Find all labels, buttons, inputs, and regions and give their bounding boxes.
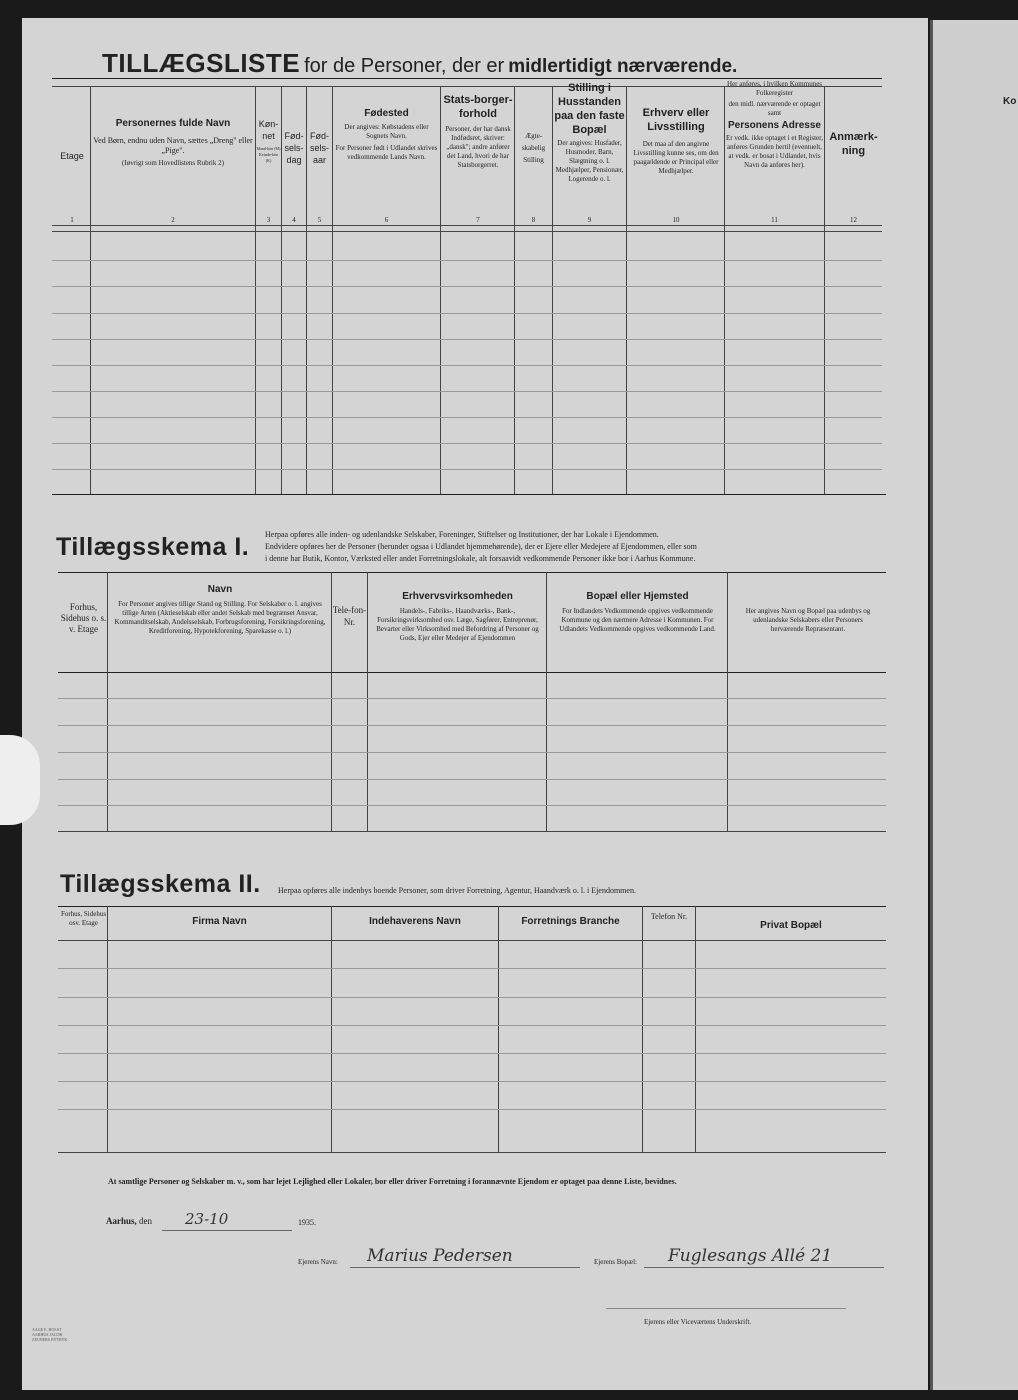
header-name-sub: Ved Børn, endnu uden Navn, sættes „Dreng" eller „Pige". [93, 136, 253, 155]
header-fodested-sub: Der angives: Købstadens eller Sognets Navn. [344, 123, 429, 140]
header-fodselsaar: Fød-sels-aar [309, 131, 329, 165]
skema1-header-bopael [548, 591, 727, 634]
title-mid: for de Personer, der er [304, 55, 505, 77]
header-statsborger-title: Stats-borger-forhold [443, 94, 513, 120]
header-adresse-sub: Er vedk. ikke optaget i et Register, anføres Grunden hertil (eventuelt, at vedk. er bosat i Udlandet, hvis Navn da anføres her). [726, 134, 823, 169]
skema1-header-navn [110, 584, 330, 636]
header-erhverv [628, 106, 724, 176]
header-stilling [553, 81, 626, 184]
skema1-header-navn-sub: For Personer angives tillige Stand og Stilling. For Selskaber o. l. angives tillige Arten (Aktieselskab eller andet Selskab med begrænset Ansvar, Kommanditselskab, Andelsselskab, Forbrugsforening, Forsikringsforening, Kreditforening, Hypotekforening, Sparekasse o. l.) [114, 600, 326, 635]
printer-mark: AAGE E. HOLST AARHUS JACOB ZEUNERS BYTRYK [32, 1327, 68, 1342]
header-erhverv-title: Erhverv eller Livsstilling [642, 107, 710, 133]
binder-clip [0, 735, 40, 825]
vicevaert-signature-label: Ejerens eller Viceværtens Underskrift. [644, 1318, 752, 1326]
owner-signature: Marius Pedersen [367, 1246, 513, 1266]
skema2-header-indehaver: Indehaverens Navn [369, 916, 461, 927]
header-name [92, 118, 254, 168]
skema1-header-bopael-title: Bopæl eller Hjemsted [586, 591, 689, 602]
skema2-header-telefon: Telefon Nr. [650, 912, 688, 921]
skema2-header-firma: Firma Navn [192, 916, 247, 927]
colnum-3: 3 [266, 216, 271, 224]
header-adresse-pre: Her anføres, i hvilken Kommunes Folkeregister [726, 80, 823, 97]
header-etage: Etage [60, 151, 84, 161]
header-statsborger [442, 93, 514, 170]
header-stilling-sub: Der angives: Husfader, Husmoder, Barn, Slægtning o. l. Medhjælper, Pensionær, Logerende o. l. [555, 139, 624, 183]
den-label: den [139, 1216, 153, 1226]
header-stilling-title: Stilling i Husstanden paa den faste Bopæl [554, 82, 625, 136]
colnum-1: 1 [70, 216, 74, 224]
colnum-2: 2 [171, 216, 175, 224]
skema2-description: Herpaa opføres alle indenbys boende Personer, som driver Forretning, Agentur, Haandværk o. l. i Ejendommen. [278, 886, 636, 895]
skema1-header-etage: Forhus, Sidehus o. s. v. Etage [60, 602, 107, 634]
header-kon-sub: Mand-kön (M) Kvinde-kön (K) [256, 146, 281, 163]
header-fodested-sub2: For Personer født i Udlandet skrives vedkommende Lands Navn. [335, 144, 438, 161]
header-fodselsdag: Fød-sels-dag [284, 131, 304, 165]
colnum-10: 10 [672, 216, 680, 224]
year-label: 1935. [298, 1218, 316, 1227]
header-kon [256, 118, 281, 164]
header-kon-title: Køn-net [258, 119, 279, 141]
attestation-statement: At samtlige Personer og Selskaber m. v., som har lejet Lejlighed eller Lokaler, bor eller driver Forretning i forannævnte Ejendom er optaget paa denne Liste, bevidnes. [108, 1177, 677, 1186]
header-adresse-title: Personens Adresse [727, 120, 821, 131]
header-statsborger-sub: Personer, der har dansk Indfødsret, skriver: „dansk"; andre anfører det Land, hvori de har Statsborgerret. [445, 125, 511, 169]
title-end: midlertidigt nærværende. [508, 56, 738, 77]
header-erhverv-sub: Det maa af den angivne Livsstilling kunne ses, om den paagældende er Principal eller Medhjælper. [633, 140, 719, 175]
colnum-12: 12 [850, 216, 857, 224]
header-aegteskab: Ægte-skabelig Stilling [521, 132, 546, 164]
city-label: Aarhus, [106, 1216, 137, 1226]
skema1-header-erhverv-title: Erhvervsvirksomheden [402, 591, 513, 602]
colnum-11: 11 [771, 216, 778, 224]
title-main: TILLÆGSLISTE [102, 48, 301, 78]
header-adresse [725, 80, 824, 170]
owner-address-label: Ejerens Bopæl: [594, 1258, 637, 1266]
skema1-desc-line1: Herpaa opføres alle inden- og udenlandske Selskaber, Foreninger, Stiftelser og Institutioner, der har Lokale i Ejendommen. [265, 530, 659, 539]
header-adresse-pre2: den midl. nærværende er optaget samt [728, 100, 821, 117]
adjacent-page-fragment: Ko [1003, 96, 1017, 107]
skema2-header-privat: Privat Bopæl [760, 920, 822, 931]
colnum-7: 7 [476, 216, 480, 224]
skema1-header-erhverv [369, 591, 546, 643]
colnum-9: 9 [587, 216, 592, 224]
skema1-header-telefon: Tele-fon-Nr. [332, 605, 367, 627]
header-fodested [334, 108, 439, 162]
header-anmaerkning: Anmærk-ning [829, 131, 878, 157]
skema2-title: Tillægsskema II. [60, 870, 261, 898]
date-handwritten: 23-10 [185, 1210, 229, 1228]
header-name-title: Personernes fulde Navn [115, 118, 231, 129]
skema1-title: Tillægsskema I. [56, 533, 250, 561]
date-line [106, 1216, 152, 1226]
skema1-description [265, 529, 890, 565]
colnum-5: 5 [317, 216, 322, 224]
skema2-header-etage: Forhus, Sidehus osv. Etage [60, 910, 107, 927]
form-page [22, 18, 928, 1390]
skema2-header-branche: Forretnings Branche [521, 916, 620, 927]
skema1-desc-line3: i denne har Butik, Kontor, Værksted eller andet Forretningslokale, alt forsaavidt vedkommende Personer ikke bor i Aarhus Kommune. [265, 554, 696, 563]
skema1-header-navn-title: Navn [207, 584, 233, 595]
colnum-6: 6 [384, 216, 389, 224]
header-name-sub2: (Iøvrigt som Hovedlistens Rubrik 2) [122, 159, 224, 167]
skema1-header-repraesentant: Her angives Navn og Bopæl paa udenbys og udenlandske Selskabers eller Personers herværende Repræsentant. [745, 607, 871, 633]
colnum-8: 8 [531, 216, 536, 224]
colnum-4: 4 [292, 216, 296, 224]
skema1-desc-line2: Endvidere opføres her de Personer (herunder ogsaa i Udlandet hjemmehørende), der er Ejere eller Medejere af Ejendommen, eller som [265, 542, 697, 551]
skema1-header-bopael-sub: For Indlandets Vedkommende opgives vedkommende Kommune og den nærmere Adresse i Kommunen. For Udlandets Vedkommende opgives vedkommende Land. [559, 607, 716, 633]
header-fodested-title: Fødested [364, 108, 409, 119]
adjacent-page [930, 20, 1018, 1390]
skema1-header-erhverv-sub: Handels-, Fabriks-, Haandværks-, Bank-, Forsikringsvirksomhed osv. Læge, Sagfører, Entreprenør, Bevarter eller Virksomhed med Befordring af Personer og Gods, Ejer eller Medejer af Ejendommen [376, 607, 539, 642]
page-title [102, 48, 737, 79]
owner-address-handwritten: Fuglesangs Allé 21 [668, 1246, 833, 1266]
owner-name-label: Ejerens Navn: [298, 1258, 338, 1266]
